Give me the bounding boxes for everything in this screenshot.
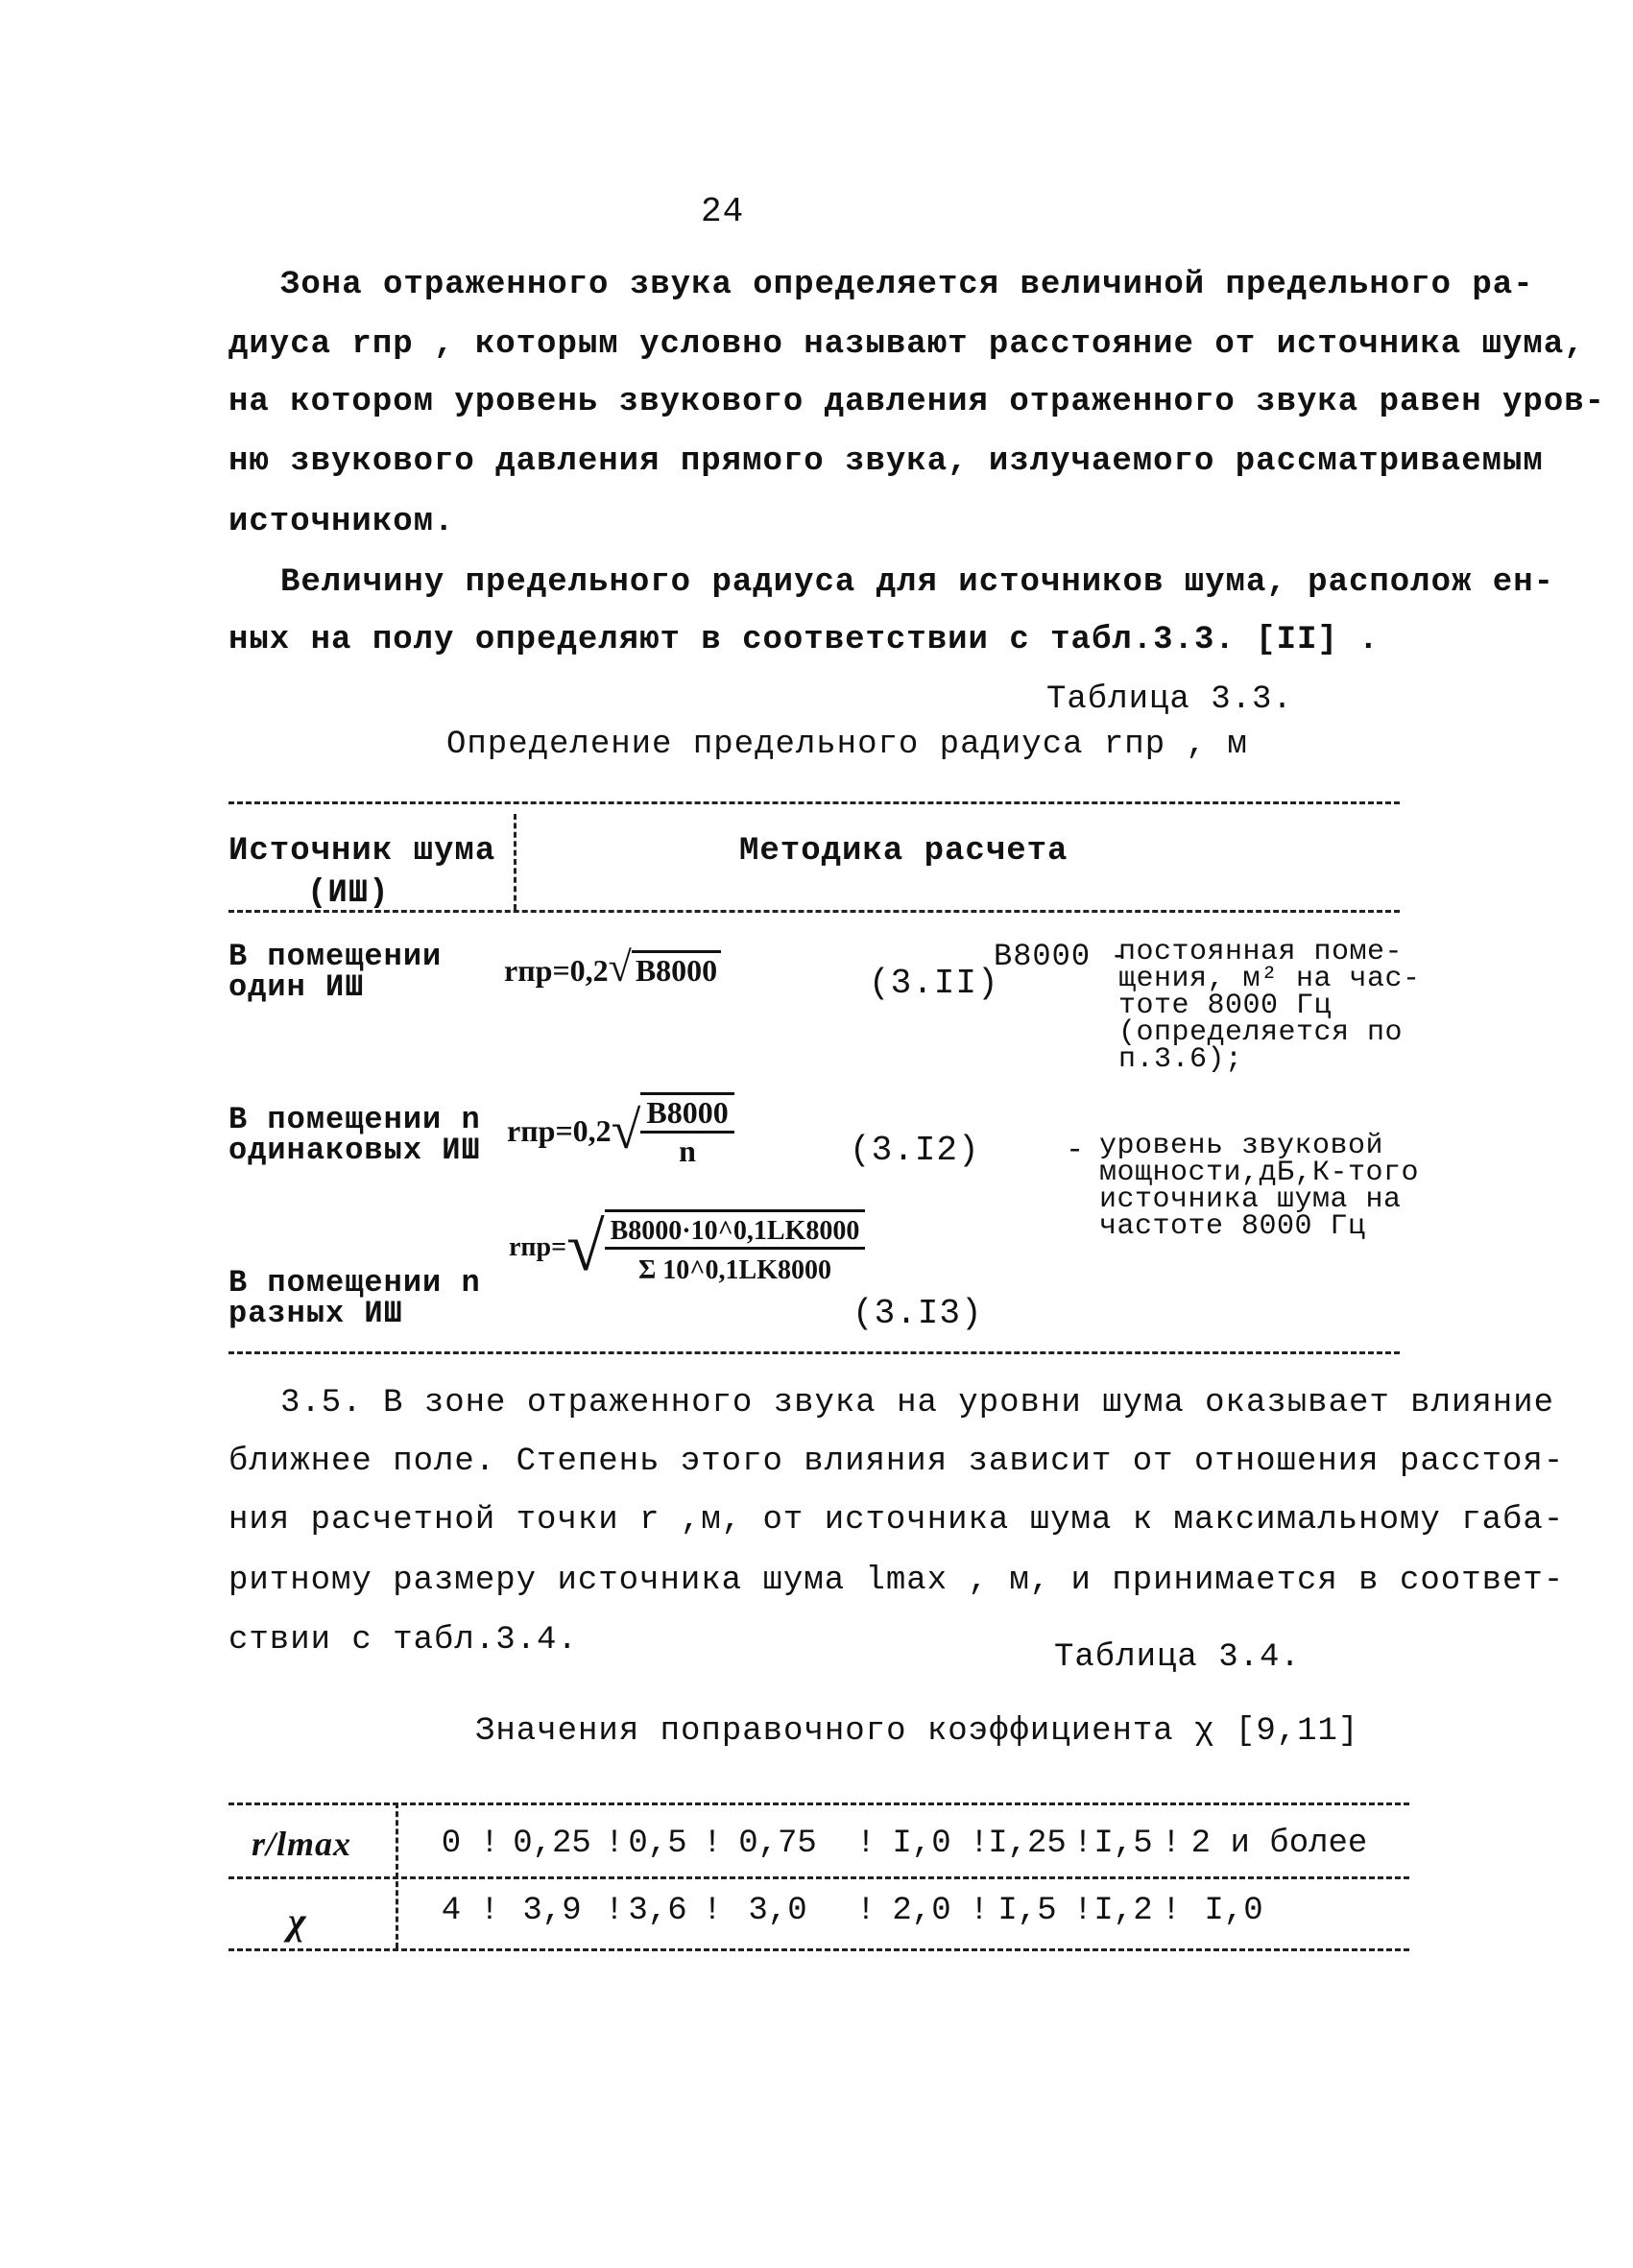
t34-sep: ! (702, 1826, 723, 1862)
row1-note-line5: п.3.6); (1118, 1043, 1243, 1076)
table34-column-divider (396, 1802, 398, 1948)
paragraph1-line1: Зона отраженного звука определяется величиной предельного ра- (280, 267, 1534, 303)
t34-r1-c5: I,0 (892, 1826, 951, 1862)
table33-column-divider (514, 814, 516, 910)
row2-formula-denominator: n (679, 1134, 696, 1168)
row2-source-line2: одинаковых ИШ (228, 1133, 481, 1168)
row2-formula-lhs: rпр=0,2 (507, 1112, 612, 1148)
paragraph3-line4: ритному размеру источника шума lmax , м, и принимается в соответ- (228, 1563, 1565, 1599)
row1-formula-lhs: rпр=0,2 (504, 953, 609, 988)
table33-label: Таблица 3.3. (1046, 681, 1293, 718)
table34-row1-header: r/lmax (252, 1825, 352, 1863)
t34-sep: ! (604, 1826, 625, 1862)
row1-term: B8000 - (994, 939, 1130, 974)
paragraph3-line1: 3.5. В зоне отраженного звука на уровни шума оказывает влияние (280, 1385, 1555, 1421)
t34-sep: ! (479, 1826, 500, 1862)
t34-sep: ! (969, 1826, 990, 1862)
row1-note (1118, 936, 1421, 1076)
table34-middle-rule (228, 1876, 1409, 1879)
t34-r2-c4: 3,0 (748, 1893, 807, 1929)
t34-sep: ! (479, 1893, 500, 1929)
paragraph3-line5: ствии с табл.3.4. (228, 1622, 578, 1659)
t34-r1-c1: 0 (441, 1826, 462, 1862)
t34-sep: ! (1161, 1826, 1182, 1862)
row2-term: - (1066, 1133, 1086, 1168)
row2-note-line1: уровень звуковой (1099, 1130, 1384, 1162)
row3-formula-lhs: rпр= (509, 1231, 567, 1262)
t34-r1-c2: 0,25 (513, 1826, 591, 1862)
row3-formula: rпр= √ $\frac{B8000\cdot 10\^{}0,1LK8000}{\Sigma 10\^{}0,1LK8000}$ (509, 1207, 865, 1287)
row1-equation-number: (3.II) (869, 964, 999, 1003)
page-number: 24 (701, 192, 745, 231)
row1-note-line2: щения, м² на час- (1118, 963, 1421, 995)
paragraph1-line2: диуса rпр , которым условно называют расстояние от источника шума, (228, 326, 1585, 363)
row3-formula-denominator: Σ 10^0,1LK8000 (637, 1254, 831, 1285)
t34-r2-c5: 2,0 (892, 1893, 951, 1929)
t34-sep: ! (969, 1893, 990, 1929)
row2-note (1099, 1130, 1420, 1243)
paragraph2-line2: ных на полу определяют в соответствии с табл.3.3. [II] . (228, 622, 1380, 658)
t34-r1-c3: 0,5 (628, 1826, 687, 1862)
row2-equation-number: (3.I2) (850, 1131, 980, 1170)
row1-note-line4: (определяется по (1118, 1016, 1404, 1049)
paragraph1-line4: ню звукового давления прямого звука, излучаемого рассматриваемым (228, 443, 1544, 480)
t34-r1-c7: I,5 (1093, 1826, 1153, 1862)
table33-header-method: Методика расчета (739, 833, 1069, 870)
t34-r1-c4: 0,75 (738, 1826, 817, 1862)
row1-formula-radicand: B8000 (632, 950, 721, 989)
t34-r1-c8: 2 и более (1190, 1826, 1368, 1862)
table34-top-rule (228, 1802, 1409, 1805)
t34-sep: ! (855, 1893, 877, 1929)
table34-row2-header: χ (288, 1899, 307, 1943)
table34-caption: Значения поправочного коэффициента χ [9,11] (475, 1713, 1359, 1750)
row2-note-line2: мощности,дБ,К-того (1099, 1157, 1420, 1189)
paragraph2-line1: Величину предельного радиуса для источников шума, располож ен- (280, 564, 1555, 601)
t34-r2-c3: 3,6 (628, 1893, 687, 1929)
t34-r1-c6: I,25 (988, 1826, 1067, 1862)
row1-source-line2: один ИШ (228, 969, 365, 1005)
paragraph1-line5: источником. (228, 504, 455, 540)
paragraph1-line3: на котором уровень звукового давления отраженного звука равен уров- (228, 384, 1606, 420)
table34-bottom-rule (228, 1948, 1409, 1951)
row3-formula-numerator: B8000·10^0,1LK8000 (605, 1212, 866, 1250)
row1-formula: rпр=0,2√ B8000 (504, 943, 721, 991)
row1-note-line1: постоянная поме- (1118, 936, 1404, 968)
paragraph3-line2: ближнее поле. Степень этого влияния зависит от отношения расстоя- (228, 1444, 1565, 1480)
row2-formula-fraction (640, 1092, 733, 1169)
t34-r2-c8: I,0 (1204, 1893, 1263, 1929)
table33-bottom-rule (228, 1351, 1400, 1354)
t34-r2-c1: 4 (441, 1893, 462, 1929)
row1-note-line3: тоте 8000 Гц (1118, 990, 1333, 1022)
row2-formula: rпр=0,2 √ $\frac{B8000}{n}$ (507, 1092, 734, 1169)
table33-header-source: Источник шума (228, 833, 496, 870)
t34-r2-c6: I,5 (997, 1893, 1057, 1929)
table33-header-rule (228, 910, 1400, 913)
table34-label: Таблица 3.4. (1054, 1639, 1301, 1676)
table33-caption: Определение предельного радиуса rпр , м (446, 727, 1248, 763)
row3-source-line1: В помещении n (228, 1265, 481, 1301)
t34-sep: ! (702, 1893, 723, 1929)
t34-sep: ! (1072, 1893, 1093, 1929)
t34-sep: ! (855, 1826, 877, 1862)
table33-header-source-abbr: (ИШ) (307, 875, 390, 912)
t34-r2-c2: 3,9 (522, 1893, 582, 1929)
table33-top-rule (228, 801, 1400, 804)
row1-source-line1: В помещении (228, 939, 443, 974)
row2-source-line1: В помещении n (228, 1102, 481, 1137)
row3-source-line2: разных ИШ (228, 1296, 403, 1331)
row2-formula-numerator: B8000 (640, 1095, 733, 1134)
t34-sep: ! (1072, 1826, 1093, 1862)
paragraph3-line3: ния расчетной точки r ,м, от источника шума к максимальному габа- (228, 1502, 1565, 1539)
row3-formula-fraction (605, 1209, 866, 1286)
row2-note-line3: источника шума на (1099, 1183, 1402, 1216)
row3-equation-number: (3.I3) (853, 1294, 983, 1333)
t34-r2-c7: I,2 (1093, 1893, 1153, 1929)
t34-sep: ! (604, 1893, 625, 1929)
row2-note-line4: частоте 8000 Гц (1099, 1210, 1366, 1243)
t34-sep: ! (1161, 1893, 1182, 1929)
